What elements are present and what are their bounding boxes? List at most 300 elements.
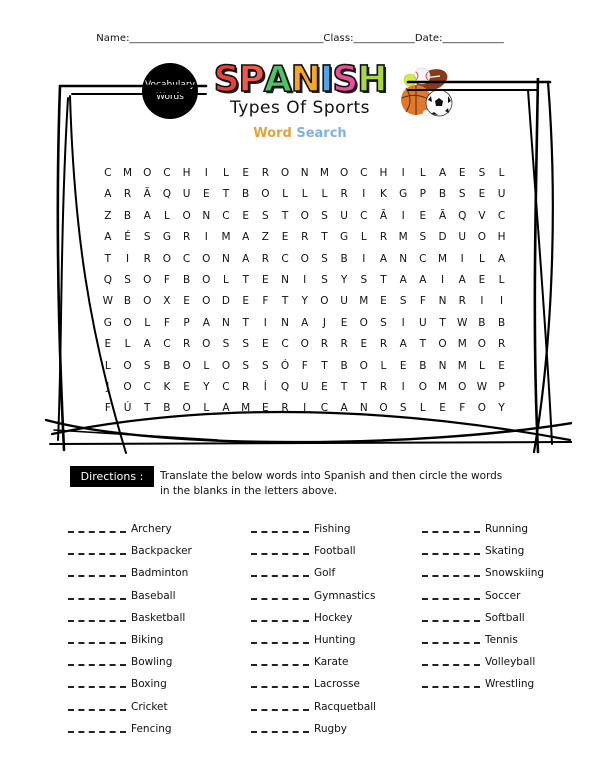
answer-blank[interactable]: [251, 656, 309, 666]
grid-letter[interactable]: E: [202, 188, 210, 201]
grid-letter[interactable]: S: [262, 359, 269, 372]
grid-letter[interactable]: O: [359, 316, 368, 329]
grid-letter[interactable]: O: [300, 252, 309, 265]
grid-letter[interactable]: O: [182, 209, 191, 222]
grid-letter[interactable]: S: [321, 273, 328, 286]
grid-letter[interactable]: R: [123, 188, 132, 201]
grid-letter[interactable]: A: [143, 209, 151, 222]
grid-letter[interactable]: U: [182, 188, 191, 201]
answer-blank[interactable]: [68, 545, 126, 555]
grid-letter[interactable]: D: [438, 231, 447, 244]
grid-letter[interactable]: M: [123, 167, 133, 179]
grid-letter[interactable]: T: [242, 273, 249, 286]
grid-letter[interactable]: R: [379, 231, 388, 244]
answer-blank[interactable]: [68, 656, 126, 666]
grid-letter[interactable]: B: [163, 359, 171, 372]
grid-letter[interactable]: E: [419, 209, 427, 222]
grid-letter[interactable]: T: [340, 380, 348, 393]
grid-letter[interactable]: M: [457, 359, 467, 372]
grid-letter[interactable]: T: [380, 273, 387, 286]
grid-letter[interactable]: F: [163, 273, 170, 286]
grid-letter[interactable]: S: [143, 231, 151, 244]
grid-letter[interactable]: E: [242, 295, 249, 308]
grid-letter[interactable]: E: [183, 380, 190, 393]
grid-letter[interactable]: E: [262, 402, 269, 415]
grid-letter[interactable]: F: [301, 359, 308, 372]
grid-letter[interactable]: I: [362, 252, 366, 265]
answer-blank[interactable]: [68, 523, 126, 533]
grid-letter[interactable]: S: [478, 167, 486, 179]
answer-blank[interactable]: [251, 567, 309, 577]
grid-letter[interactable]: W: [457, 316, 468, 329]
grid-letter[interactable]: A: [498, 252, 506, 265]
grid-letter[interactable]: S: [399, 402, 407, 415]
grid-letter[interactable]: N: [438, 359, 447, 372]
grid-letter[interactable]: R: [281, 402, 289, 415]
word-item: [251, 518, 376, 540]
grid-letter[interactable]: I: [440, 273, 445, 286]
grid-letter[interactable]: L: [282, 188, 288, 201]
grid-letter[interactable]: G: [162, 231, 171, 244]
grid-letter[interactable]: O: [202, 338, 211, 351]
grid-letter[interactable]: O: [123, 380, 132, 393]
grid-letter[interactable]: I: [401, 167, 405, 179]
grid-letter[interactable]: L: [380, 359, 387, 372]
grid-letter[interactable]: O: [143, 273, 152, 286]
grid-letter[interactable]: V: [478, 209, 486, 222]
grid-letter[interactable]: H: [379, 167, 388, 179]
grid-letter[interactable]: L: [498, 273, 505, 286]
grid-letter[interactable]: Q: [280, 380, 290, 393]
grid-letter[interactable]: L: [360, 231, 367, 244]
grid-letter[interactable]: I: [401, 380, 405, 393]
grid-letter[interactable]: A: [301, 316, 309, 329]
grid-letter[interactable]: O: [359, 359, 368, 372]
grid-letter[interactable]: M: [359, 295, 369, 308]
grid-letter[interactable]: L: [478, 359, 485, 372]
grid-letter[interactable]: C: [419, 252, 427, 265]
grid-letter[interactable]: T: [321, 359, 328, 372]
grid-letter[interactable]: U: [300, 380, 309, 393]
grid-letter[interactable]: W: [476, 380, 488, 393]
grid-letter[interactable]: O: [477, 338, 487, 351]
grid-letter[interactable]: B: [242, 188, 250, 201]
grid-letter[interactable]: L: [498, 167, 505, 179]
grid-letter[interactable]: Q: [103, 273, 112, 286]
grid-letter[interactable]: O: [202, 295, 211, 308]
grid-letter[interactable]: M: [221, 231, 231, 244]
grid-letter[interactable]: J: [106, 380, 110, 393]
grid-letter[interactable]: B: [123, 295, 132, 308]
grid-letter[interactable]: T: [321, 231, 328, 244]
grid-letter[interactable]: G: [103, 316, 112, 329]
grid-letter[interactable]: I: [125, 252, 130, 265]
grid-letter[interactable]: P: [498, 380, 505, 393]
grid-letter[interactable]: N: [359, 402, 368, 415]
grid-letter[interactable]: E: [498, 359, 505, 372]
grid-letter[interactable]: M: [241, 402, 251, 415]
grid-letter[interactable]: Ã: [143, 188, 151, 201]
grid-letter[interactable]: S: [419, 231, 427, 244]
grid-letter[interactable]: C: [320, 402, 329, 415]
word-item: [251, 607, 376, 629]
grid-letter[interactable]: T: [419, 338, 427, 351]
grid-letter[interactable]: M: [457, 338, 467, 351]
grid-letter[interactable]: O: [182, 359, 191, 372]
grid-letter[interactable]: I: [401, 209, 405, 222]
grid-letter[interactable]: M: [438, 380, 448, 393]
grid-letter[interactable]: U: [458, 231, 467, 244]
word-label: Biking: [131, 634, 164, 647]
answer-blank[interactable]: [68, 590, 126, 600]
answer-blank[interactable]: [68, 678, 126, 688]
answer-blank[interactable]: [251, 723, 309, 733]
grid-letter[interactable]: C: [104, 167, 112, 179]
grid-letter[interactable]: R: [458, 295, 466, 308]
grid-letter[interactable]: A: [399, 273, 407, 286]
grid-letter[interactable]: F: [262, 295, 269, 308]
grid-letter[interactable]: Ã: [379, 209, 388, 222]
grid-letter[interactable]: A: [379, 252, 388, 265]
grid-letter[interactable]: T: [360, 380, 367, 393]
grid-letter[interactable]: E: [321, 380, 328, 393]
grid-letter[interactable]: A: [458, 273, 466, 286]
grid-letter[interactable]: S: [321, 252, 328, 265]
grid-letter[interactable]: A: [222, 402, 230, 415]
grid-letter[interactable]: T: [222, 188, 230, 201]
grid-letter[interactable]: L: [124, 338, 131, 351]
grid-letter[interactable]: A: [242, 252, 250, 265]
grid-letter[interactable]: O: [458, 380, 467, 393]
grid-letter[interactable]: E: [262, 273, 269, 286]
grid-letter[interactable]: A: [399, 338, 407, 351]
answer-blank[interactable]: [422, 545, 480, 555]
grid-letter[interactable]: N: [399, 252, 408, 265]
word-label: Soccer: [485, 589, 521, 602]
grid-letter[interactable]: O: [202, 252, 211, 265]
grid-letter[interactable]: R: [182, 231, 191, 244]
grid-letter[interactable]: R: [320, 338, 329, 351]
grid-letter[interactable]: O: [418, 380, 427, 393]
grid-letter[interactable]: S: [242, 338, 249, 351]
answer-blank[interactable]: [422, 590, 480, 600]
grid-letter[interactable]: I: [460, 252, 464, 265]
grid-letter[interactable]: L: [321, 188, 328, 201]
grid-letter[interactable]: C: [163, 338, 171, 351]
grid-letter[interactable]: N: [300, 167, 309, 179]
grid-letter[interactable]: R: [261, 252, 269, 265]
answer-blank[interactable]: [68, 567, 126, 577]
grid-letter[interactable]: S: [458, 188, 466, 201]
badge-line-2: Words: [156, 92, 184, 102]
word-item: [68, 540, 192, 562]
grid-letter[interactable]: E: [242, 209, 249, 222]
word-item: [251, 585, 376, 607]
grid-letter[interactable]: C: [360, 167, 368, 179]
grid-letter[interactable]: Y: [301, 295, 308, 308]
grid-letter[interactable]: O: [300, 338, 309, 351]
grid-letter[interactable]: S: [242, 359, 249, 372]
grid-letter[interactable]: N: [281, 316, 289, 329]
grid-letter[interactable]: O: [261, 188, 270, 201]
word-item: [422, 562, 544, 584]
grid-letter[interactable]: O: [438, 338, 447, 351]
grid-letter[interactable]: I: [204, 231, 208, 244]
grid-letter[interactable]: R: [340, 338, 348, 351]
grid-letter[interactable]: C: [281, 338, 289, 351]
grid-letter[interactable]: I: [401, 316, 405, 329]
grid-letter[interactable]: I: [480, 295, 484, 308]
grid-letter[interactable]: L: [478, 252, 485, 265]
grid-letter[interactable]: T: [242, 316, 249, 329]
grid-letter[interactable]: O: [182, 402, 191, 415]
answer-blank[interactable]: [251, 523, 309, 533]
grid-letter[interactable]: E: [380, 295, 387, 308]
answer-blank[interactable]: [251, 701, 309, 711]
word-item: [422, 629, 544, 651]
grid-letter[interactable]: S: [321, 209, 328, 222]
grid-letter[interactable]: E: [262, 338, 269, 351]
answer-blank[interactable]: [251, 590, 309, 600]
grid-letter[interactable]: M: [398, 231, 408, 244]
word-label: Skating: [485, 545, 525, 558]
grid-letter[interactable]: O: [162, 252, 172, 265]
grid-letter[interactable]: Ã: [438, 209, 447, 222]
grid-letter[interactable]: H: [497, 231, 506, 244]
grid-letter[interactable]: A: [202, 316, 210, 329]
grid-letter[interactable]: G: [340, 231, 349, 244]
grid-letter[interactable]: N: [202, 209, 211, 222]
grid-letter[interactable]: E: [399, 359, 407, 372]
grid-letter[interactable]: S: [143, 359, 151, 372]
grid-letter[interactable]: O: [477, 402, 487, 415]
grid-letter[interactable]: O: [320, 295, 329, 308]
grid-letter[interactable]: H: [182, 167, 191, 179]
grid-letter[interactable]: E: [458, 167, 466, 179]
grid-letter[interactable]: S: [124, 273, 131, 286]
grid-letter[interactable]: I: [303, 402, 307, 415]
grid-letter[interactable]: B: [123, 209, 132, 222]
grid-letter[interactable]: P: [419, 188, 427, 201]
grid-letter[interactable]: Z: [104, 209, 112, 222]
answer-blank[interactable]: [251, 634, 309, 644]
grid-letter[interactable]: Ó: [280, 359, 290, 372]
answer-blank[interactable]: [422, 656, 480, 666]
grid-letter[interactable]: N: [222, 316, 230, 329]
grid-letter[interactable]: Y: [498, 402, 505, 415]
grid-letter[interactable]: T: [281, 209, 289, 222]
grid-letter[interactable]: Y: [340, 273, 348, 286]
grid-letter[interactable]: S: [399, 295, 407, 308]
grid-letter[interactable]: C: [182, 252, 191, 265]
grid-letter[interactable]: E: [478, 273, 486, 286]
grid-letter[interactable]: O: [143, 295, 152, 308]
grid-letter[interactable]: É: [124, 231, 131, 244]
grid-letter[interactable]: C: [222, 209, 230, 222]
grid-letter[interactable]: Y: [203, 380, 210, 393]
grid-letter[interactable]: L: [223, 167, 229, 179]
word-search-word: Word: [253, 126, 292, 141]
word-label: Hunting: [314, 634, 356, 647]
grid-letter[interactable]: S: [222, 338, 230, 351]
grid-letter[interactable]: A: [104, 188, 112, 201]
grid-letter[interactable]: N: [438, 295, 447, 308]
grid-letter[interactable]: Ú: [123, 402, 132, 415]
grid-letter[interactable]: L: [104, 359, 111, 372]
grid-letter[interactable]: I: [362, 188, 366, 201]
grid-letter[interactable]: O: [221, 359, 231, 372]
grid-letter[interactable]: O: [202, 273, 211, 286]
grid-letter[interactable]: I: [500, 295, 504, 308]
grid-letter[interactable]: L: [203, 359, 210, 372]
grid-letter[interactable]: E: [340, 316, 348, 329]
grid-letter[interactable]: B: [438, 188, 447, 201]
grid-letter[interactable]: C: [222, 380, 230, 393]
grid-letter[interactable]: E: [478, 188, 486, 201]
answer-blank[interactable]: [68, 723, 126, 733]
answer-blank[interactable]: [68, 612, 126, 622]
grid-letter[interactable]: R: [301, 231, 309, 244]
grid-letter[interactable]: B: [340, 252, 348, 265]
word-label: Badminton: [131, 567, 189, 580]
grid-letter[interactable]: O: [339, 167, 349, 179]
grid-letter[interactable]: U: [497, 188, 506, 201]
grid-letter[interactable]: I: [303, 273, 307, 286]
grid-letter[interactable]: L: [163, 209, 170, 222]
grid-letter[interactable]: L: [419, 402, 426, 415]
grid-letter[interactable]: C: [163, 167, 171, 179]
grid-letter[interactable]: E: [242, 167, 249, 179]
grid-letter[interactable]: B: [340, 359, 348, 372]
grid-letter[interactable]: E: [281, 231, 289, 244]
grid-letter[interactable]: C: [360, 209, 368, 222]
grid-letter[interactable]: R: [379, 380, 388, 393]
grid-letter[interactable]: D: [221, 295, 231, 308]
word-label: Cricket: [131, 700, 168, 713]
word-item: [251, 651, 376, 673]
grid-letter[interactable]: T: [281, 295, 289, 308]
grid-letter[interactable]: A: [143, 338, 151, 351]
grid-letter[interactable]: A: [340, 402, 348, 415]
grid-letter[interactable]: U: [340, 209, 348, 222]
grid-letter[interactable]: Q: [162, 188, 172, 201]
grid-letter[interactable]: L: [301, 188, 308, 201]
grid-letter[interactable]: B: [182, 273, 191, 286]
grid-letter[interactable]: R: [242, 380, 250, 393]
grid-letter[interactable]: Í: [263, 380, 267, 393]
grid-letter[interactable]: J: [322, 316, 326, 329]
answer-blank[interactable]: [422, 634, 480, 644]
word-item: [251, 540, 376, 562]
answer-blank[interactable]: [68, 701, 126, 711]
grid-letter[interactable]: L: [144, 316, 151, 329]
grid-letter[interactable]: M: [319, 167, 329, 179]
answer-blank[interactable]: [251, 545, 309, 555]
grid-letter[interactable]: O: [280, 167, 290, 179]
grid-letter[interactable]: O: [300, 209, 309, 222]
word-item: [68, 651, 192, 673]
word-label: Fencing: [131, 722, 172, 735]
grid-letter[interactable]: K: [163, 380, 171, 393]
grid-letter[interactable]: I: [204, 167, 208, 179]
answer-blank[interactable]: [422, 523, 480, 533]
grid-letter[interactable]: A: [438, 167, 447, 179]
grid-letter[interactable]: N: [222, 252, 230, 265]
grid-letter[interactable]: W: [102, 295, 114, 308]
answer-blank[interactable]: [422, 567, 480, 577]
grid-letter[interactable]: O: [379, 402, 388, 415]
grid-letter[interactable]: A: [104, 231, 112, 244]
grid-letter[interactable]: Z: [261, 231, 269, 244]
grid-letter[interactable]: I: [263, 316, 267, 329]
grid-letter[interactable]: K: [380, 188, 387, 201]
grid-letter[interactable]: S: [380, 316, 387, 329]
grid-letter[interactable]: O: [143, 167, 152, 179]
word-label: Softball: [485, 611, 525, 624]
grid-letter[interactable]: A: [419, 273, 427, 286]
grid-letter[interactable]: O: [123, 359, 132, 372]
grid-letter[interactable]: P: [183, 316, 190, 329]
grid-letter[interactable]: Q: [458, 209, 467, 222]
grid-letter[interactable]: O: [477, 231, 487, 244]
grid-letter[interactable]: S: [262, 209, 269, 222]
grid-letter[interactable]: R: [182, 338, 191, 351]
grid-letter[interactable]: R: [497, 338, 506, 351]
grid-letter[interactable]: R: [340, 188, 348, 201]
grid-letter[interactable]: T: [144, 402, 151, 415]
grid-letter[interactable]: E: [439, 402, 446, 415]
grid-letter[interactable]: T: [104, 252, 112, 265]
grid-letter[interactable]: F: [104, 402, 111, 415]
grid-letter[interactable]: R: [143, 252, 151, 265]
grid-letter[interactable]: A: [242, 231, 250, 244]
grid-letter[interactable]: O: [123, 316, 132, 329]
grid-letter[interactable]: G: [399, 188, 408, 201]
answer-blank[interactable]: [422, 678, 480, 688]
grid-letter[interactable]: U: [340, 295, 348, 308]
grid-letter[interactable]: R: [379, 338, 388, 351]
grid-letter[interactable]: L: [419, 167, 426, 179]
title-letter: S: [332, 58, 358, 100]
grid-letter[interactable]: E: [104, 338, 112, 351]
grid-letter[interactable]: B: [419, 359, 427, 372]
grid-letter[interactable]: C: [281, 252, 289, 265]
grid-letter[interactable]: B: [478, 316, 486, 329]
grid-letter[interactable]: F: [419, 295, 426, 308]
grid-letter[interactable]: M: [438, 252, 448, 265]
answer-blank[interactable]: [422, 612, 480, 622]
answer-blank[interactable]: [68, 634, 126, 644]
grid-letter[interactable]: B: [163, 402, 171, 415]
grid-letter[interactable]: C: [497, 209, 506, 222]
grid-letter[interactable]: E: [360, 338, 368, 351]
grid-letter[interactable]: X: [163, 295, 171, 308]
grid-letter[interactable]: T: [439, 316, 446, 329]
grid-letter[interactable]: N: [281, 273, 289, 286]
grid-letter[interactable]: F: [163, 316, 170, 329]
answer-blank[interactable]: [251, 612, 309, 622]
grid-letter[interactable]: L: [203, 402, 210, 415]
grid-letter[interactable]: R: [261, 167, 269, 179]
grid-letter[interactable]: U: [419, 316, 427, 329]
answer-blank[interactable]: [251, 678, 309, 688]
grid-letter[interactable]: E: [183, 295, 190, 308]
grid-letter[interactable]: C: [143, 380, 151, 393]
grid-letter[interactable]: S: [360, 273, 368, 286]
grid-letter[interactable]: L: [223, 273, 229, 286]
grid-letter[interactable]: B: [497, 316, 506, 329]
grid-letter[interactable]: F: [459, 402, 466, 415]
